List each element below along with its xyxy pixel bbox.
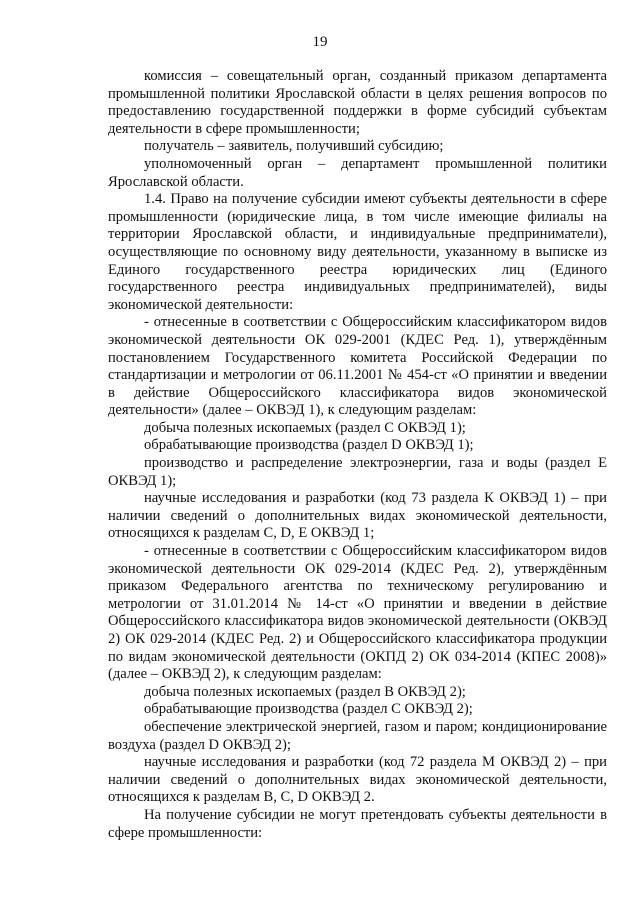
list-item-okved2-energy: обеспечение электрической энергией, газом и паром; кондиционирование воздуха (раздел D ОКВЭД 2); [108, 718, 607, 753]
list-item-okved1-mining: добыча полезных ископаемых (раздел С ОКВЭД 1); [144, 419, 466, 436]
list-item-okved1-energy: производство и распределение электроэнергии, газа и воды (раздел Е ОКВЭД 1); [108, 455, 607, 489]
paragraph-okved1-intro: - отнесенные в соответствии с Общероссийским классификатором видов экономической деятельности ОК 029-2001 (КДЕС Ред. 1), утверждённым постановлением Государственного комитета Российской Федерации по стандартизации и метрологии от 06.11.2001 № 454-ст «О принятии и введении в действие Общероссийского классификатора видов экономической деятельности» (далее – ОКВЭД 1), к следующим разделам: [108, 314, 607, 419]
list-item-okved2-manufacturing: обрабатывающие производства (раздел С ОКВЭД 2); [144, 701, 473, 718]
list-item-okved1-research: научные исследования и разработки (код 73 раздела К ОКВЭД 1) – при наличии сведений о дополнительных видах экономической деятельности, относящихся к разделам С, D, Е ОКВЭД 1; [108, 490, 607, 542]
paragraph-okved2-intro: - отнесенные в соответствии с Общероссийским классификатором видов экономической деятельности ОК 029-2014 (КДЕС Ред. 2), утверждённым приказом Федерального агентства по техническому регулированию и метрологии от 31.01.2014 № 14-ст «О принятии и введении в действие Общероссийского классификатора видов экономической деятельности (ОКВЭД 2) ОК 029-2014 (КДЕС Ред. 2) и Общероссийского классификатора продукции по видам экономической деятельности (ОКПД 2) ОК 034-2014 (КПЕС 2008)» (далее – ОКВЭД 2), к следующим разделам: [108, 543, 607, 683]
document-body [108, 68, 607, 842]
page-number: 19 [312, 34, 328, 50]
list-item-okved2-mining: добыча полезных ископаемых (раздел В ОКВЭД 2); [144, 683, 466, 700]
paragraph-section-1-4: 1.4. Право на получение субсидии имеют субъекты деятельности в сфере промышленности (юридические лица, в том числе имеющие филиалы на территории Ярославской области, и индивидуальные предприниматели), осуществляющие по основному виду деятельности, указанному в выписке из Единого государственного реестра юридических лиц (Единого государственного реестра индивидуальных предпринимателей), виды экономической деятельности: [108, 191, 607, 313]
list-item-okved1-manufacturing: обрабатывающие производства (раздел D ОКВЭД 1); [144, 437, 474, 454]
list-item-okved2-research: научные исследования и разработки (код 72 раздела М ОКВЭД 2) – при наличии сведений о дополнительных видах экономической деятельности, относящихся к разделам В, С, D ОКВЭД 2. [108, 754, 607, 806]
paragraph-definition-recipient: получатель – заявитель, получивший субсидию; [144, 138, 444, 155]
paragraph-definition-commission: комиссия – совещательный орган, созданный приказом департамента промышленной политики Ярославской области в целях решения вопросов по предоставлению государственной поддержки в форме субсидий субъектам деятельности в сфере промышленности; [108, 68, 607, 137]
paragraph-ineligible-intro: На получение субсидии не могут претендовать субъекты деятельности в сфере промышленности: [108, 806, 607, 841]
paragraph-definition-authorized-body: уполномоченный орган – департамент промышленной политики Ярославской области. [108, 155, 607, 190]
